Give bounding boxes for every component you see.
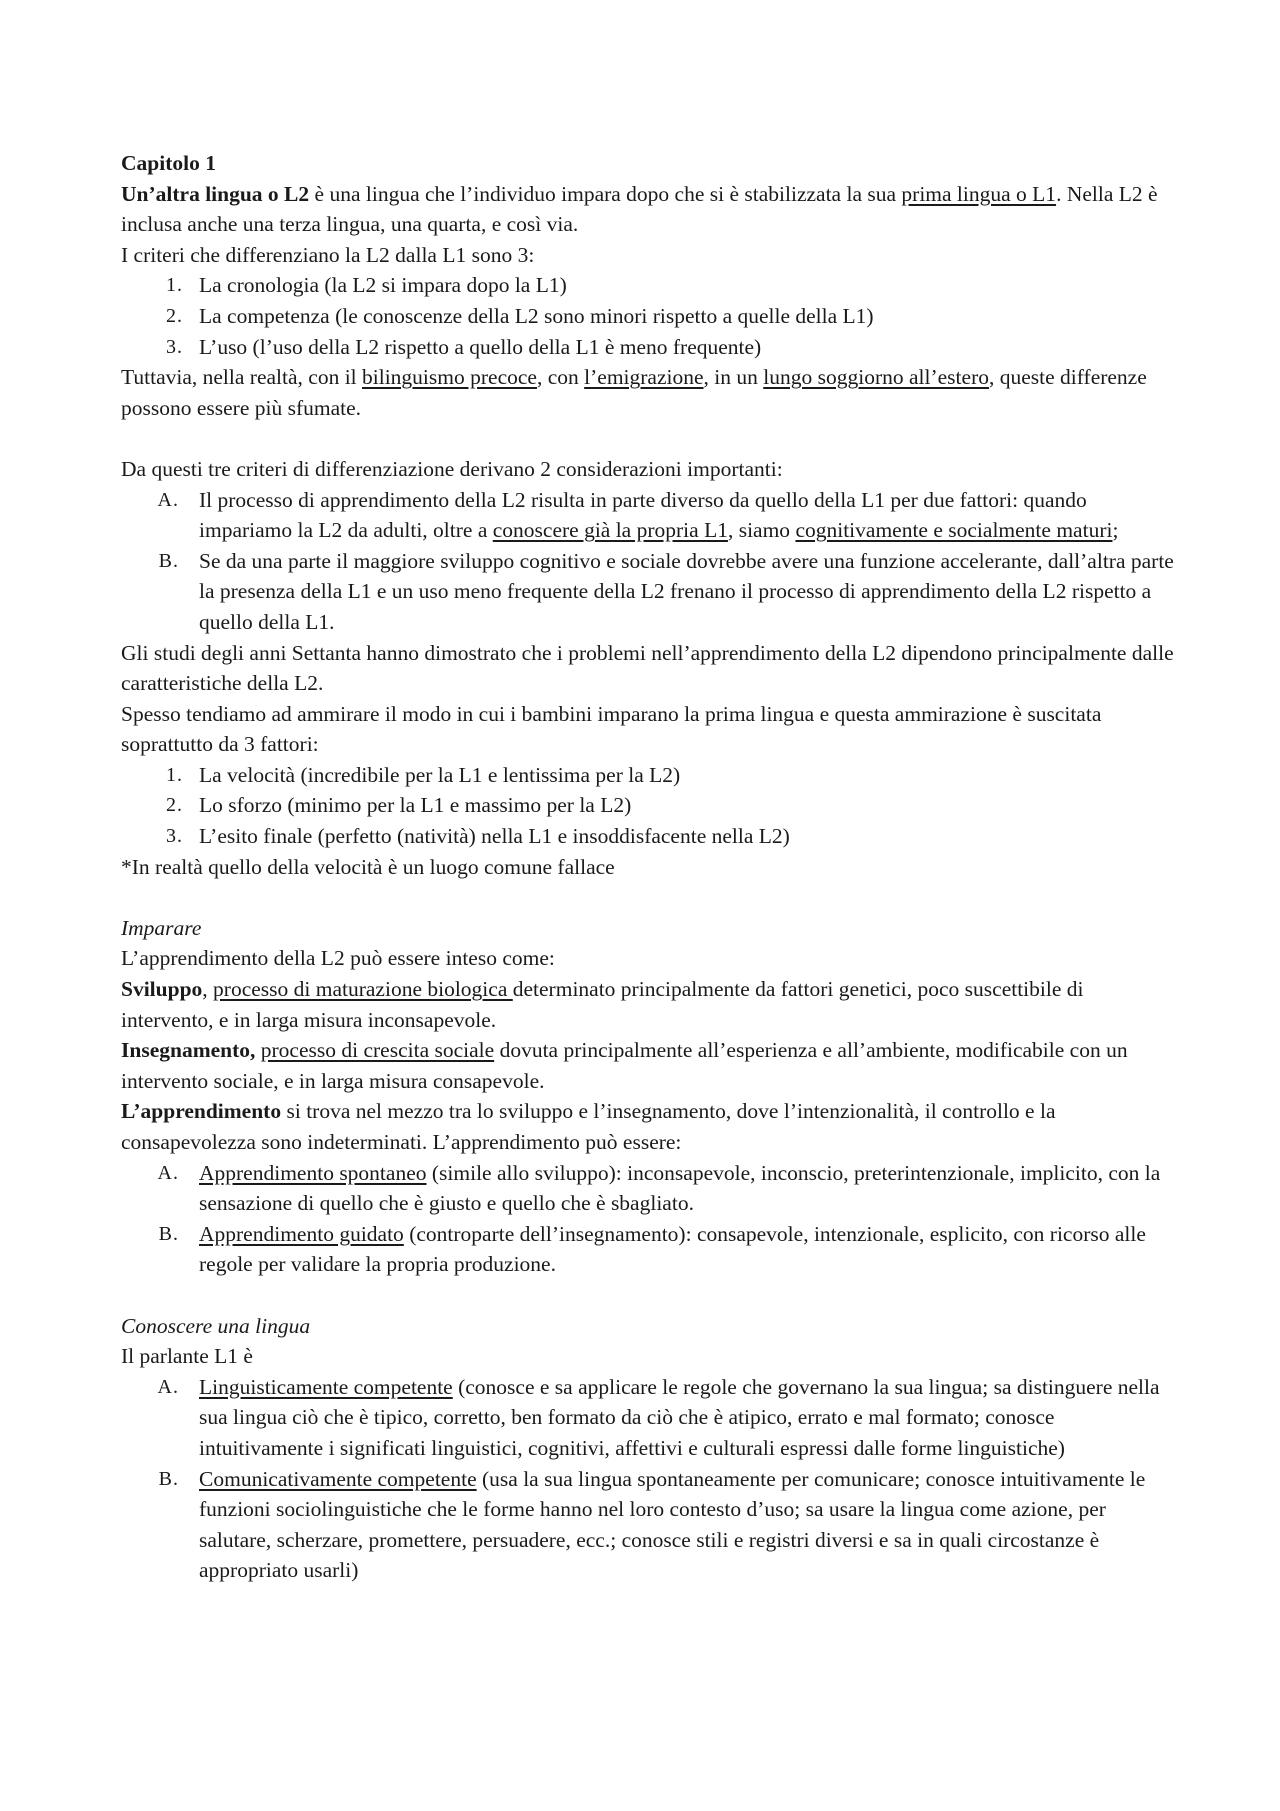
considerations-intro: Da questi tre criteri di differenziazione derivano 2 considerazioni importanti: xyxy=(121,456,783,481)
conoscere-intro: Il parlante L1 è xyxy=(121,1344,253,1369)
term-l2: Un’altra lingua o L2 xyxy=(121,181,310,206)
insegnamento-paragraph: Insegnamento, processo di crescita sociale dovuta principalmente all’esperienza e all’ambiente, modificabile con un intervento sociale, e in larga misura consapevole. xyxy=(121,1038,1128,1093)
apprendimento-list xyxy=(121,1158,1181,1280)
list-item: 2. Lo sforzo (minimo per la L1 e massimo per la L2) xyxy=(166,793,632,818)
list-item: B. Se da una parte il maggiore sviluppo cognitivo e sociale dovrebbe avere una funzione accelerante, dall’altra parte la presenza della L1 e un uso meno frequente della L2 frenano il processo di apprendimento della L2 rispetto a quello della L1. xyxy=(158,548,1174,634)
list-item: B. Comunicativamente competente (usa la sua lingua spontaneamente per comunicare; conosce intuitivamente le funzioni sociolinguistiche che le forme hanno nel loro contesto d’uso; sa usare la lingua come azione, per salutare, scherzare, promettere, persuadere, ecc.; conosce stili e registri diversi e sa in quali circostanze è appropriato usarli) xyxy=(158,1466,1146,1583)
factors-list xyxy=(121,760,1181,852)
criteria-intro: I criteri che differenziano la L2 dalla L1 sono 3: xyxy=(121,242,535,267)
imparare-intro: L’apprendimento della L2 può essere inteso come: xyxy=(121,946,555,971)
criteria-list xyxy=(121,270,1181,362)
list-item: 1. La cronologia (la L2 si impara dopo la L1) xyxy=(166,273,567,298)
section-heading-conoscere: Conoscere una lingua xyxy=(121,1313,311,1338)
list-item: A. Linguisticamente competente (conosce e sa applicare le regole che governano la sua lingua; sa distinguere nella sua lingua ciò che è tipico, corretto, ben formato da ciò che è atipico, errato e mal formato; conosce intuitivamente i significati linguistici, cognitivi, affettivi e culturali espressi dalle forme linguistiche) xyxy=(157,1374,1160,1460)
document-page xyxy=(121,148,1181,1586)
sviluppo-paragraph: Sviluppo, processo di maturazione biologica determinato principalmente da fattori genetici, poco suscettibile di intervento, e in larga misura inconsapevole. xyxy=(121,977,1084,1032)
list-item: 3. L’uso (l’uso della L2 rispetto a quello della L1 è meno frequente) xyxy=(166,334,762,359)
list-item: 3. L’esito finale (perfetto (natività) nella L1 e insoddisfacente nella L2) xyxy=(166,824,790,849)
list-item: B. Apprendimento guidato (controparte dell’insegnamento): consapevole, intenzionale, esplicito, con ricorso alle regole per validare la propria produzione. xyxy=(158,1221,1146,1277)
list-item: 2. La competenza (le conoscenze della L2 sono minori rispetto a quelle della L1) xyxy=(166,303,874,328)
note: *In realtà quello della velocità è un luogo comune fallace xyxy=(121,854,615,879)
conoscere-list xyxy=(121,1372,1181,1586)
studi-paragraph: Gli studi degli anni Settanta hanno dimostrato che i problemi nell’apprendimento della L2 dipendono principalmente dalle caratteristiche della L2. xyxy=(121,640,1174,696)
spesso-paragraph: Spesso tendiamo ad ammirare il modo in cui i bambini imparano la prima lingua e questa ammirazione è suscitata soprattutto da 3 fattori: xyxy=(121,701,1102,757)
apprendimento-paragraph: L’apprendimento si trova nel mezzo tra lo sviluppo e l’insegnamento, dove l’intenzionalità, il controllo e la consapevolezza sono indeterminati. L’apprendimento può essere: xyxy=(121,1099,1056,1154)
list-item: A. Apprendimento spontaneo (simile allo sviluppo): inconsapevole, inconscio, preterintenzionale, implicito, con la sensazione di quello che è giusto e quello che è sbagliato. xyxy=(157,1160,1161,1216)
list-item: 1. La velocità (incredibile per la L1 e lentissima per la L2) xyxy=(166,762,681,787)
considerations-list xyxy=(121,485,1181,638)
intro-paragraph: Un’altra lingua o L2 è una lingua che l’individuo impara dopo che si è stabilizzata la sua prima lingua o L1. Nella L2 è inclusa anche una terza lingua, una quarta, e così via. xyxy=(121,181,1158,237)
section-heading-imparare: Imparare xyxy=(121,915,202,940)
tuttavia-paragraph: Tuttavia, nella realtà, con il bilinguismo precoce, con l’emigrazione, in un lungo soggiorno all’estero, queste differenze possono essere più sfumate. xyxy=(121,365,1147,420)
chapter-title: Capitolo 1 xyxy=(121,151,216,175)
list-item: A. Il processo di apprendimento della L2 risulta in parte diverso da quello della L1 per due fattori: quando impariamo la L2 da adulti, oltre a conoscere già la propria L1, siamo cognitivamente e socialmente maturi; xyxy=(157,487,1119,543)
underline-prima-lingua: prima lingua o L1 xyxy=(901,181,1057,206)
